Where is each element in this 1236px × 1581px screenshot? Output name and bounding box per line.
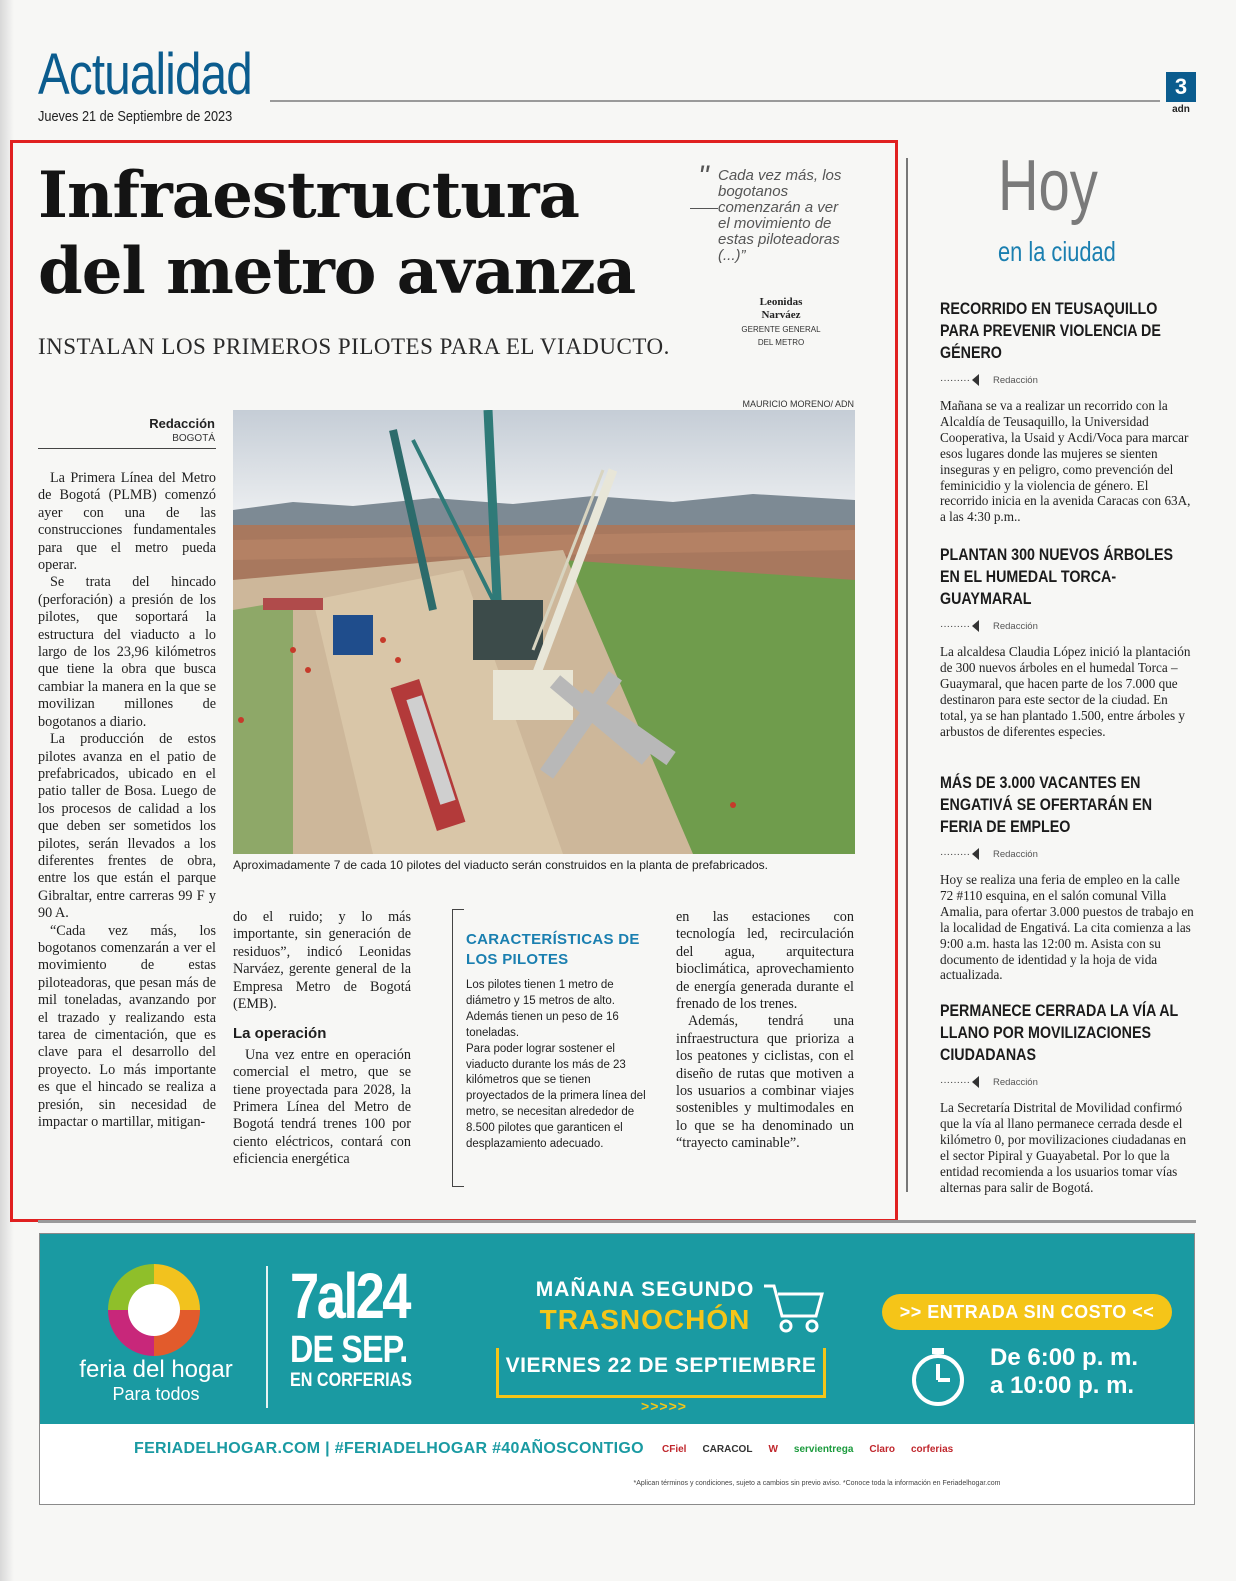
sponsor-logo: CARACOL [702,1443,753,1455]
news-brief [940,544,1196,739]
byline-rule [38,448,216,449]
paragraph: Una vez entre en operación comercial el metro, que se tiene proyectada para 2028, la Primera Línea del Metro de Bogotá tendrá trenes 100 por ciento eléctricos, contará con eficiencia energética [233,1046,411,1168]
ad-website-link[interactable]: FERIADELHOGAR.COM | #FERIADELHOGAR #40AÑOSCONTIGO [134,1440,644,1457]
byline-name: Redacción [149,416,215,431]
ad-venue: EN CORFERIAS [290,1370,413,1391]
news-body: La Secretaría Distrital de Movilidad confirmó que la vía al llano permanece cerrada desde el kilómetro 0, por movilizaciones ciudadanas en el sector Pipiral y Guayabetal. Por lo que la entidad recomienda a los usuarios tomar vías alternas para salir de Bogotá. [940,1100,1187,1195]
sidebar-title: Hoy [998,146,1098,226]
advertisement[interactable] [39,1233,1195,1505]
box-paragraph: Para poder lograr sostener el viaducto durante los más de 23 kilómetros que se tienen proyectados de la primera línea del metro, se necesitan alrededor de 8.500 pilotes que garanticen el desplazamiento adecuado. [466,1042,646,1151]
sponsor-logo: W [768,1443,778,1455]
paragraph: La Primera Línea del Metro de Bogotá (PLMB) comenzó ayer con una de las construcciones fundamentales para que el metro pueda operar. [38,470,216,574]
subsection-title: La operación [233,1025,327,1043]
speaker-icon [972,374,979,386]
feria-logo-icon [108,1264,200,1356]
ad-schedule [990,1344,1138,1400]
paragraph: en las estaciones con tecnología led, recirculación del agua, arquitectura bioclimática, aprovechamiento de energía generada durante el frenado de los trenes. [676,909,854,1013]
news-title: PLANTAN 300 NUEVOS ÁRBOLES EN EL HUMEDAL TORCA-GUAYMARAL [940,545,1174,608]
news-body: Hoy se realiza una feria de empleo en la calle 72 #110 esquina, en el salón comunal Villa Amalia, para ofertar 3.000 puestos de trabajo en la localidad de Engativá. La cita comienza a las 9:00 a.m. hasta las 12:00 m. Asista con su documento de identidad y la hoja de vida actualizada. [940,872,1194,983]
quote-role: GERENTE GENERAL DEL METRO [741,325,821,347]
construction-site-photo [233,410,855,854]
ad-time-start: De 6:00 p. m. [990,1344,1139,1371]
box-border [452,909,453,1187]
ad-dates [290,1262,435,1392]
article-column-4 [676,909,854,1153]
dots-decoration: ········· [940,374,970,386]
paragraph: Además, tendrá una infraestructura que prioriza a los peatones y ciclistas, con el diseño de rutas que motiven a los usuarios a combinar viajes sostenibles y multimodales en lo que se ha denominado un “trayecto caminable”. [676,1013,854,1152]
dots-decoration: ········· [940,848,970,860]
quote-line [690,208,718,209]
paragraph: “Cada vez más, los bogotanos comenzarán a ver el movimiento de estas piloteadoras, que pesan más de mil toneladas, avanzando por el trazado y realizando esta tarea de cimentación, que es clave para el desarrollo del proyecto. Lo más importante es que el hincado se realiza a presión, sin necesidad de impactar o martillar, mitigan- [38,922,216,1131]
stopwatch-icon [906,1344,970,1408]
sponsor-logo: corferias [910,1443,954,1455]
ad-footer [40,1424,1194,1504]
paragraph: Se trata del hincado (perforación) a presión de los pilotes, que soportará la estructura del viaducto a lo largo de los 23,96 kilómetros que tiene la obra que busca cambiar la manera en la que se movilizan millones de bogotanos a diario. [38,574,216,730]
article-column-2 [233,909,411,1169]
ad-legal-text: *Aplican términos y condiciones, sujeto a cambios sin previo aviso. *Conoce toda la información en Feriadelhogar.com [633,1480,1001,1487]
speaker-icon [972,1076,979,1088]
header-rule [270,100,1160,102]
ad-logo-name: feria del hogar [79,1356,233,1383]
article-subhead: INSTALAN LOS PRIMEROS PILOTES PARA EL VIADUCTO. [38,334,670,359]
ad-promo-date: VIERNES 22 DE SEPTIEMBRE [505,1354,817,1377]
byline-place: BOGOTÁ [172,433,215,444]
page-number: 3 [1166,72,1196,102]
pull-quote: Cada vez más, los bogotanos comenzarán a ver el movimiento de estas piloteadoras (...)” [718,167,842,264]
ad-logo-tagline: Para todos [112,1384,200,1404]
sponsor-logo: CFiel [662,1443,687,1455]
news-title: MÁS DE 3.000 VACANTES EN ENGATIVÁ SE OFERTARÁN EN FERIA DE EMPLEO [940,773,1153,836]
brand-label: adn [1172,104,1190,115]
sidebar-subtitle: en la ciudad [998,236,1116,267]
news-body: La alcaldesa Claudia López inició la plantación de 300 nuevos árboles en el humedal Torca – Guaymaral, que hacen parte de los 7.000 que destinaron para este sector de la ciudad. En total, ya se han plantado 1.500, entre árboles y arbustos de diferentes especies. [940,644,1191,739]
sidebar-box-title: CARACTERÍSTICAS DE LOS PILOTES [466,931,640,968]
news-author: Redacción [992,374,1038,386]
bottom-rule [38,1220,1196,1223]
news-byline [940,1074,1196,1090]
dots-decoration: ········· [940,1076,970,1088]
ad-divider [266,1266,268,1408]
ad-date-range: 7al24 [290,1260,410,1332]
chevrons-icon: >>>>> [641,1398,687,1414]
ad-promo-line2: TRASNOCHÓN [539,1304,751,1335]
box-paragraph: Los pilotes tienen 1 metro de diámetro y 15 metros de alto. Además tienen un peso de 16 toneladas. [466,979,619,1039]
news-byline [940,846,1196,862]
news-author: Redacción [992,620,1038,632]
sponsor-logos [662,1434,1122,1464]
news-title: RECORRIDO EN TEUSAQUILLO PARA PREVENIR VIOLENCIA DE GÉNERO [940,299,1161,362]
publication-date: Jueves 21 de Septiembre de 2023 [38,108,233,125]
column-divider [906,158,908,1192]
article-column-1 [38,470,216,1131]
news-author: Redacción [992,848,1038,860]
photo-credit: MAURICIO MORENO/ ADN [742,399,854,409]
article-headline: Infraestructura del metro avanza [38,158,636,309]
box-border [452,1186,464,1187]
news-brief [940,1000,1196,1195]
news-title: PERMANECE CERRADA LA VÍA AL LLANO POR MOVILIZACIONES CIUDADANAS [940,1001,1179,1064]
news-brief [940,772,1196,983]
photo-caption: Aproximadamente 7 de cada 10 pilotes del viaducto serán construidos en la planta de prefabricados. [233,858,769,872]
sidebar-box-text [466,978,646,1153]
article-photo [233,410,855,854]
news-byline [940,618,1196,634]
quote-mark-icon: " [698,160,709,193]
speaker-icon [972,848,979,860]
speaker-icon [972,620,979,632]
ad-banner [40,1234,1194,1424]
news-body: Mañana se va a realizar un recorrido con la Alcaldía de Teusaquillo, la Universidad Cooperativa, la Usaid y Acdi/Voca para marcar esos lugares donde las mujeres se sienten inseguras y en peligro, como prevención del feminicidio y la violencia de género. El recorrido inicia en la avenida Caracas con 63A, a las 4:30 p.m.. [940,398,1191,525]
box-border [452,909,464,910]
quote-author: Leonidas Narváez [759,296,803,321]
ad-promo-line1: MAÑANA SEGUNDO [535,1278,755,1301]
sponsor-logo: Claro [869,1443,895,1455]
section-title: Actualidad [38,42,252,107]
dots-decoration: ········· [940,620,970,632]
shopping-cart-icon [762,1280,826,1336]
free-entry-badge: >> ENTRADA SIN COSTO << [882,1294,1172,1330]
sponsor-logo: servientrega [793,1443,854,1455]
paragraph: do el ruido; y lo más importante, sin generación de residuos”, indicó Leonidas Narváez, gerente general de la Empresa Metro de Bogotá (EMB). [233,909,411,1013]
news-author: Redacción [992,1076,1038,1088]
paragraph: La producción de estos pilotes avanza en el patio de prefabricados, ubicado en el patio taller de Bosa. Luego de los procesos de calidad a los que deben ser sometidos los pilotes, serán llevados a los diferentes frentes de obra, entre los que están el parque Gibraltar, entre carreras 99 F y 90 A. [38,731,216,922]
ad-time-end: a 10:00 p. m. [990,1372,1135,1399]
ad-date-month: DE SEP. [290,1329,408,1371]
news-byline [940,372,1196,388]
news-brief [940,298,1196,525]
